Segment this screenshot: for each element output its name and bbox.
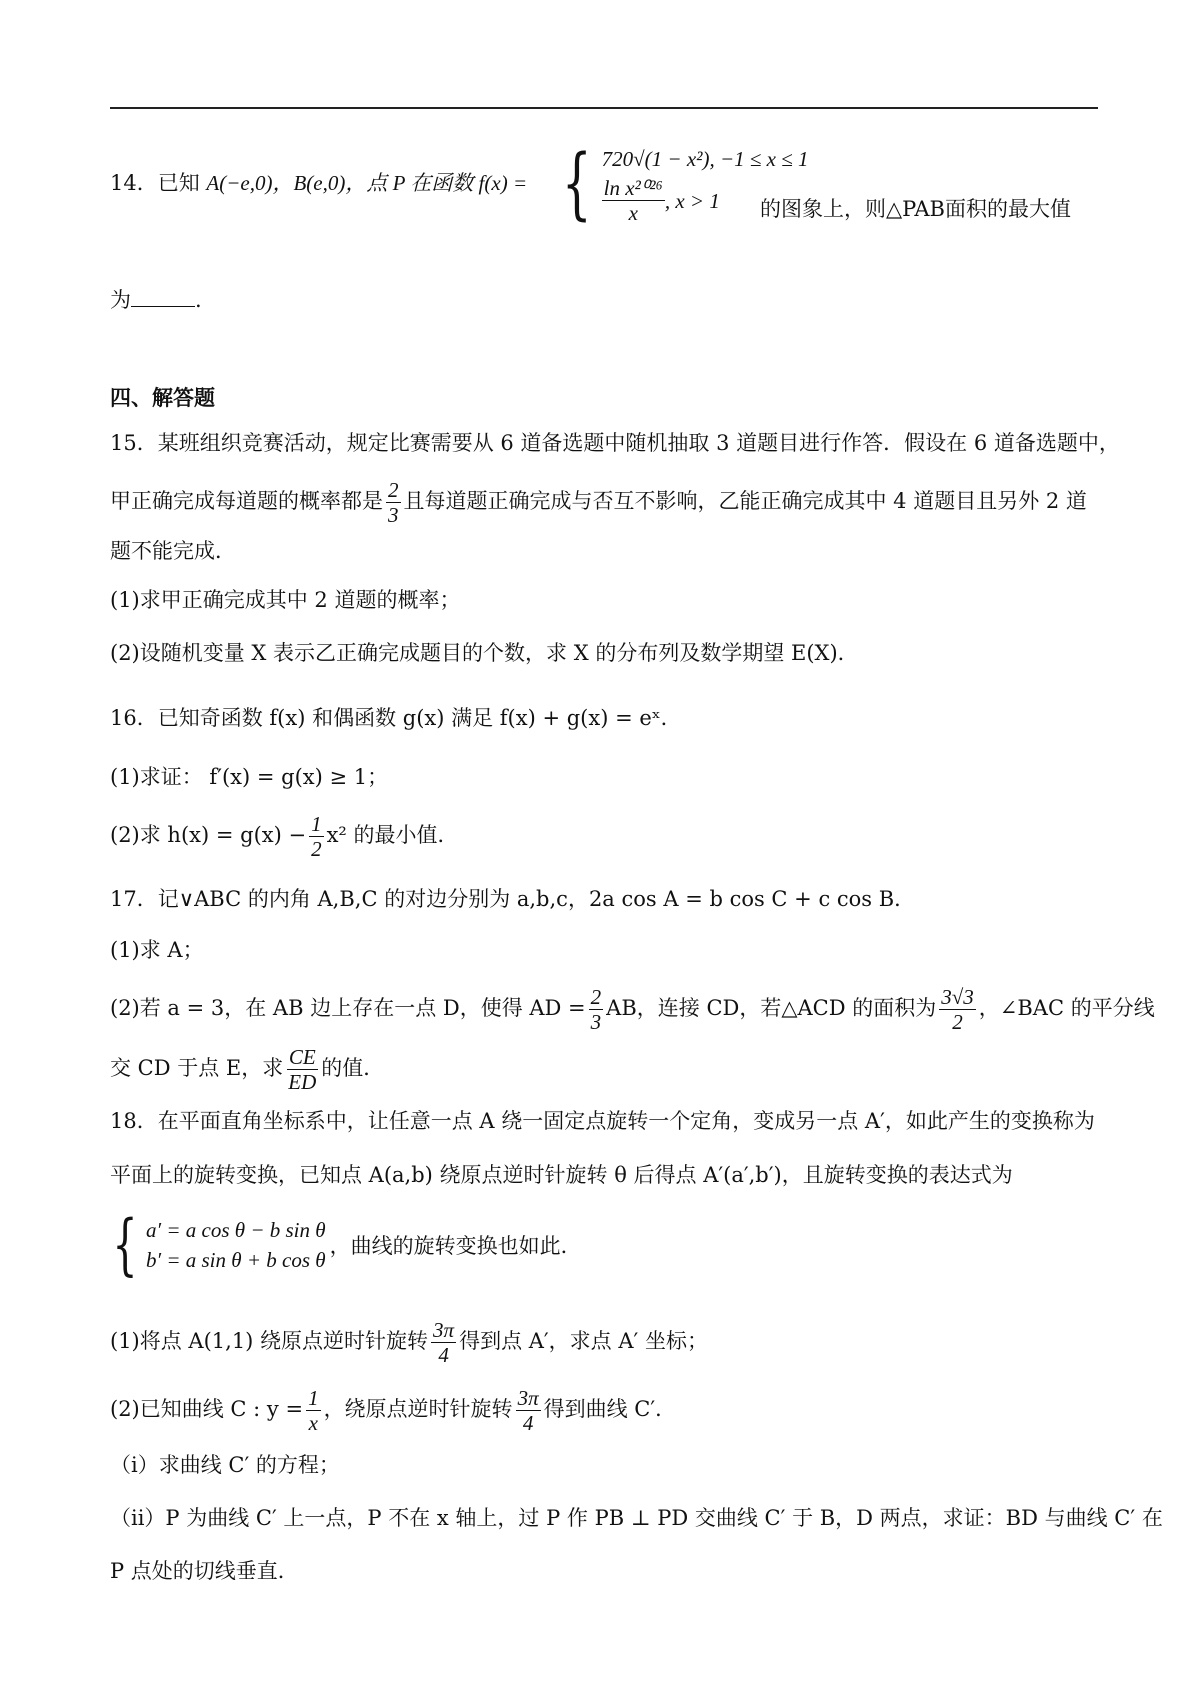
q15-line2b: 且每道题正确完成与否互不影响，乙能正确完成其中 4 道题目且另外 2 道 xyxy=(403,489,1087,513)
q14-case2-num: ln x²⁰²⁶ xyxy=(603,176,663,200)
q18-sub1: （i）求曲线 C′ 的方程； xyxy=(110,1453,340,1477)
q18-p2-num2: 3π xyxy=(517,1386,539,1410)
q14-tail: 的图象上，则△PAB面积的最大值 xyxy=(760,197,1071,221)
q18-line1: 18．在平面直角坐标系中，让任意一点 A 绕一固定点旋转一个定角，变成另一点 A′，如此产生的变换称为 xyxy=(110,1109,1095,1133)
q15-line2 xyxy=(110,478,1087,527)
q17-frac2-num: 3√3 xyxy=(941,985,974,1009)
q16-part2a: (2)求 h(x) = g(x) − xyxy=(110,823,307,847)
q15-part1: (1)求甲正确完成其中 2 道题的概率； xyxy=(110,588,461,612)
brace-icon: { xyxy=(561,138,592,229)
q18-part2 xyxy=(110,1386,676,1435)
q17-part2c: ，∠BAC 的平分线 xyxy=(978,996,1155,1020)
brace-icon: { xyxy=(112,1206,138,1283)
section-title: 四、解答题 xyxy=(110,386,215,410)
q16-part2 xyxy=(110,812,459,861)
q17-part1: (1)求 A； xyxy=(110,938,204,962)
q14-setup: A(−e,0)，B(e,0)，点 P 在函数 f(x) = xyxy=(206,171,528,195)
q16-frac-num: 1 xyxy=(311,812,322,836)
q14-case2-cond: , x > 1 xyxy=(664,188,720,213)
q16-part2b: x² 的最小值． xyxy=(326,823,459,847)
q18-line2: 平面上的旋转变换，已知点 A(a,b) 绕原点逆时针旋转 θ 后得点 A′(a′,b′)，且旋转变换的表达式为 xyxy=(110,1163,1013,1187)
q14-number-prefix: 14．已知 xyxy=(110,171,200,195)
q14-period: . xyxy=(195,288,202,312)
answer-blank[interactable] xyxy=(131,286,195,307)
q18-sys-tail: ，曲线的旋转变换也如此． xyxy=(329,1234,582,1258)
q17-frac3-den: ED xyxy=(288,1070,317,1094)
q18-sys2: b′ = a sin θ + b cos θ xyxy=(146,1248,326,1272)
q18-sys1: a′ = a cos θ − b sin θ xyxy=(146,1218,326,1242)
q17-part2 xyxy=(110,985,1155,1034)
q14-wei: 为 xyxy=(110,288,131,312)
q17-frac3-num: CE xyxy=(288,1045,316,1069)
q18-sub2b: P 点处的切线垂直． xyxy=(110,1559,299,1583)
q17-frac2-den: 2 xyxy=(952,1010,963,1034)
q16-part1: (1)求证： f′(x) = g(x) ≥ 1； xyxy=(110,765,389,789)
q16-line1: 16．已知奇函数 f(x) 和偶函数 g(x) 满足 f(x) + g(x) = eˣ． xyxy=(110,706,682,730)
q18-part1b: 得到点 A′，求点 A′ 坐标； xyxy=(459,1329,708,1353)
q18-part2a: (2)已知曲线 C : y = xyxy=(110,1397,304,1421)
q15-frac-den: 3 xyxy=(388,503,399,527)
q18-p2-den2: 4 xyxy=(522,1411,534,1435)
q14-line2 xyxy=(110,285,202,315)
q16-frac-den: 2 xyxy=(311,837,322,861)
q15-frac-num: 2 xyxy=(388,478,399,502)
q17-line3b: 的值． xyxy=(321,1056,385,1080)
q18-p1-den: 4 xyxy=(438,1343,449,1367)
q18-p2-num: 1 xyxy=(308,1386,319,1410)
q18-sub2: （ii）P 为曲线 C′ 上一点，P 不在 x 轴上，过 P 作 PB ⊥ PD 交曲线 C′ 于 B，D 两点，求证：BD 与曲线 C′ 在 xyxy=(110,1506,1163,1530)
q18-part1 xyxy=(110,1318,708,1367)
q17-line3a: 交 CD 于点 E，求 xyxy=(110,1056,284,1080)
q17-part2a: (2)若 a = 3，在 AB 边上存在一点 D，使得 AD = xyxy=(110,996,586,1020)
q18-part1a: (1)将点 A(1,1) 绕原点逆时针旋转 xyxy=(110,1329,429,1353)
q18-system xyxy=(104,1206,582,1283)
q15-line2a: 甲正确完成每道题的概率都是 xyxy=(110,489,383,513)
q17-part2b: AB，连接 CD，若△ACD 的面积为 xyxy=(606,996,937,1020)
q14-line1 xyxy=(110,168,527,198)
q18-part2c: 得到曲线 C′． xyxy=(543,1397,677,1421)
q18-p2-den: x xyxy=(308,1411,318,1435)
q14-case2-den: x xyxy=(628,201,638,225)
q15-line3: 题不能完成． xyxy=(110,539,236,563)
q17-line3 xyxy=(110,1045,384,1094)
q17-frac1-num: 2 xyxy=(590,985,602,1009)
q18-p1-num: 3π xyxy=(433,1318,455,1342)
top-rule xyxy=(110,107,1098,109)
q18-part2b: ，绕原点逆时针旋转 xyxy=(323,1397,513,1421)
q17-line1: 17．记∨ABC 的内角 A,B,C 的对边分别为 a,b,c，2a cos A = b cos C + c cos B． xyxy=(110,887,916,911)
q15-part2: (2)设随机变量 X 表示乙正确完成题目的个数，求 X 的分布列及数学期望 E(X)． xyxy=(110,641,859,665)
q14-case1: 720√(1 − x²), −1 ≤ x ≤ 1 xyxy=(601,147,809,171)
q17-frac1-den: 3 xyxy=(590,1010,602,1034)
q15-line1: 15．某班组织竞赛活动，规定比赛需要从 6 道备选题中随机抽取 3 道题目进行作答．假设在 6 道备选题中， xyxy=(110,431,1120,455)
